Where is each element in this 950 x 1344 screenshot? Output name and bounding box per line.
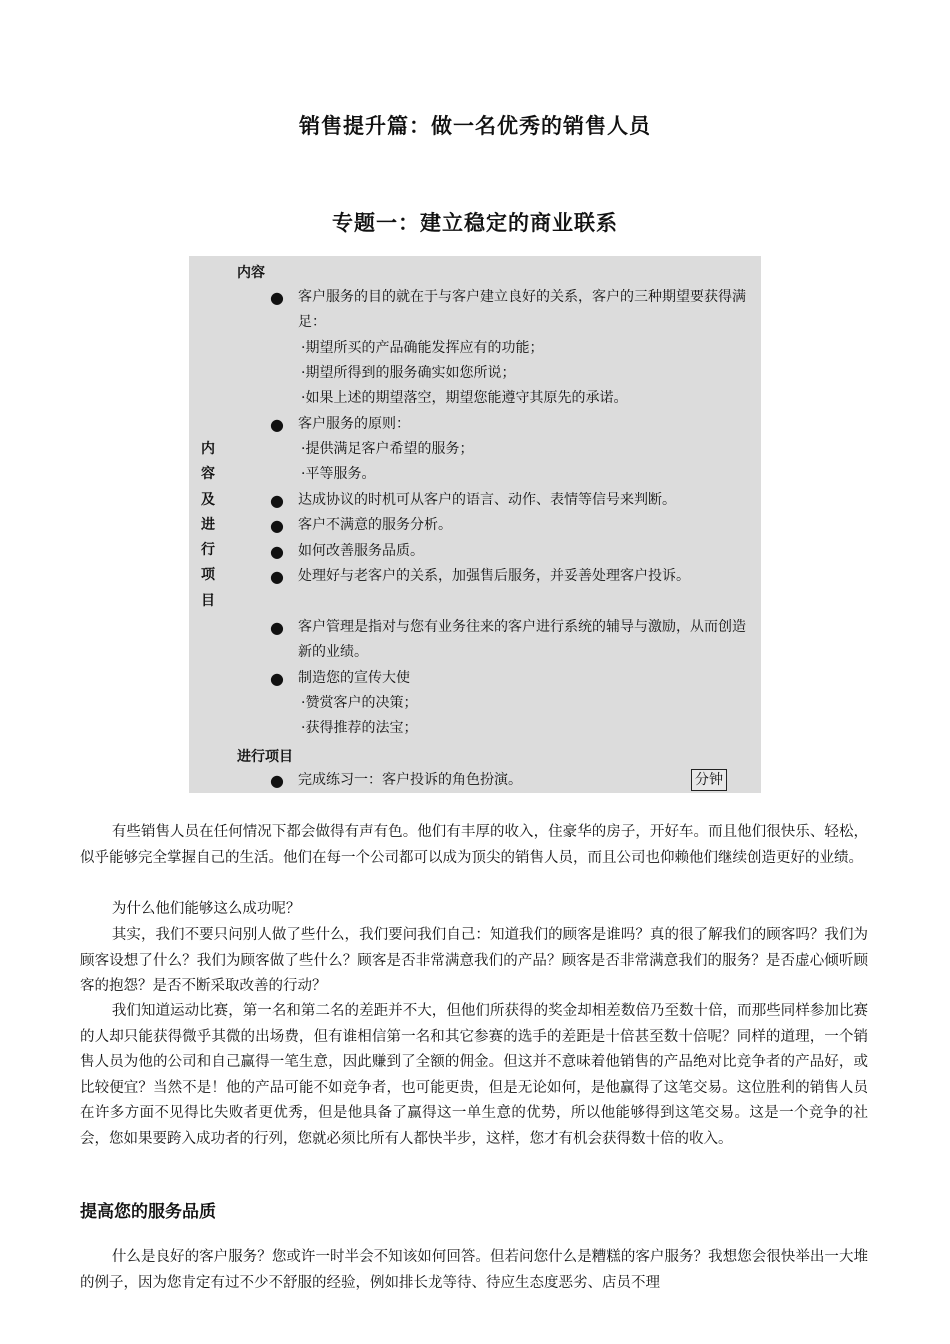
bullet-icon: ● — [270, 542, 284, 561]
list-item-text: 如何改善服务品质。 — [298, 543, 424, 559]
list-item — [270, 615, 755, 666]
sub-item: ·期望所得到的服务确实如您所说； — [301, 365, 516, 381]
side-label-char: 行 — [201, 542, 215, 559]
side-label-char: 内 — [201, 441, 215, 457]
side-label — [199, 437, 217, 614]
topic-title: 专题一：建立稳定的商业联系 — [332, 210, 618, 235]
project-item — [270, 768, 755, 793]
list-item-text: 达成协议的时机可从客户的语言、动作、表情等信号来判断。 — [298, 492, 676, 508]
list-item-text: 处理好与老客户的关系，加强售后服务，并妥善处理客户投诉。 — [298, 568, 690, 584]
bullet-icon: ● — [270, 516, 284, 535]
bullet-icon: ● — [270, 669, 284, 688]
paragraph: 其实，我们不要只问别人做了些什么，我们要问我们自己：知道我们的顾客是谁吗？真的很了解我们的顾客吗？我们为顾客设想了什么？我们为顾客做了些什么？顾客是否非常满意我们的产品？顾客是否非常满意我们的服务？是否虚心倾听顾客的抱怨？是否不断采取改善的行动？ — [80, 927, 868, 995]
list-item-text: 客户服务的目的就在于与客户建立良好的关系，客户的三种期望要获得满足： — [298, 289, 746, 331]
sub-item: ·期望所买的产品确能发挥应有的功能； — [301, 340, 544, 356]
list-item-text: 客户服务的原则： — [298, 416, 410, 432]
paragraph: 有些销售人员在任何情况下都会做得有声有色。他们有丰厚的收入，住豪华的房子，开好车。而且他们很快乐、轻松，似乎能够完全掌握自己的生活。他们在每一个公司都可以成为顶尖的销售人员，而且公司也仰赖他们继续创造更好的业绩。 — [80, 824, 868, 866]
list-item — [270, 666, 755, 691]
bullet-icon: ● — [270, 415, 284, 434]
paragraph: 什么是良好的客户服务？您或许一时半会不知该如何回答。但若问您什么是糟糕的客户服务？我想您会很快举出一大堆的例子，因为您肯定有过不少不舒服的经验，例如排长龙等待、待应生态度恶劣、店员不理 — [80, 1249, 868, 1291]
sub-item: ·获得推荐的法宝； — [301, 720, 418, 736]
list-item — [270, 539, 755, 564]
project-item-text: 完成练习一：客户投诉的角色扮演。 — [298, 772, 522, 788]
section-heading: 提高您的服务品质 — [80, 1202, 216, 1222]
list-item — [270, 513, 755, 538]
sub-item: ·如果上述的期望落空，期望您能遵守其原先的承诺。 — [301, 390, 628, 406]
side-label-char: 及 — [201, 491, 215, 508]
paragraph: 为什么他们能够这么成功呢？ — [111, 901, 301, 917]
bullet-icon: ● — [270, 567, 284, 586]
list-item — [270, 412, 755, 437]
side-label-char: 进 — [201, 516, 215, 533]
list-item-text: 客户不满意的服务分析。 — [298, 517, 452, 533]
sub-item: ·提供满足客户希望的服务； — [301, 441, 474, 457]
minute-box: 分钟 — [691, 769, 727, 791]
list-item-text: 客户管理是指对与您有业务往来的客户进行系统的辅导与激励，从而创造新的业绩。 — [298, 619, 746, 661]
side-label-char: 目 — [201, 592, 215, 609]
sub-item: ·平等服务。 — [301, 466, 376, 482]
bullet-icon: ● — [270, 618, 284, 637]
project-label: 进行项目 — [237, 749, 293, 765]
list-item — [270, 285, 755, 336]
list-item-text: 制造您的宣传大使 — [298, 670, 410, 686]
document-title: 销售提升篇：做一名优秀的销售人员 — [299, 113, 651, 138]
list-item — [270, 564, 755, 589]
content-label: 内容 — [237, 265, 265, 281]
list-item — [270, 488, 755, 513]
sub-item: ·赞赏客户的决策； — [301, 695, 418, 711]
bullet-icon: ● — [270, 771, 284, 790]
bullet-icon: ● — [270, 288, 284, 307]
side-label-char: 容 — [201, 466, 215, 483]
paragraph: 我们知道运动比赛，第一名和第二名的差距并不大，但他们所获得的奖金却相差数倍乃至数十倍，而那些同样参加比赛的人却只能获得微乎其微的出场费，但有谁相信第一名和其它参赛的选手的差距是十倍甚至数十倍呢？同样的道理，一个销售人员为他的公司和自己赢得一笔生意，因此赚到了全额的佣金。但这并不意味着他销售的产品绝对比竞争者的产品好，或比较便宜？当然不是！他的产品可能不如竞争者，也可能更贵，但是无论如何，是他赢得了这笔交易。这位胜利的销售人员在许多方面不见得比失败者更优秀，但是他具备了赢得这一单生意的优势，所以他能够得到这笔交易。这是一个竞争的社会，您如果要跨入成功者的行列，您就必须比所有人都快半步，这样，您才有机会获得数十倍的收入。 — [80, 1003, 868, 1147]
bullet-icon: ● — [270, 491, 284, 510]
side-label-char: 项 — [201, 567, 215, 584]
